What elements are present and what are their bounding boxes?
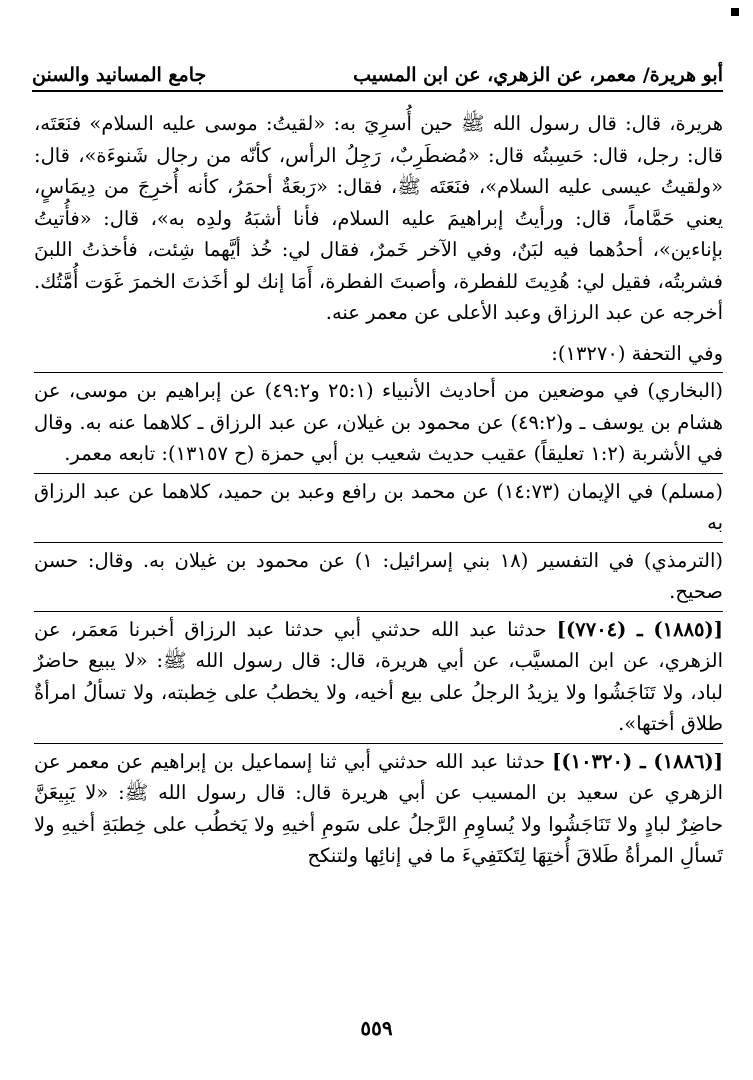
spacer [34,329,723,338]
hadith-1886-text: حدثنا عبد الله حدثني أبي ثنا إسماعيل بن إبراهيم عن معمر عن الزهري عن سعيد بن المسيب عن أبي هريرة قال: قال رسول الله ﷺ: «لا يَبِيعَنَّ حاضِرٌ لبادٍ ولا تَنَاجَشُوا ولا يُساوِمِ الرَّجلُ على سَومِ أخيهِ ولا يَخطُب على خِطبَةِ أخيهِ ولا تَسألِ المرأةُ طَلاقَ أُختِهَا لِتَكتَفِيءَ ما في إنائِها ولتنكح [34,749,723,867]
divider [34,542,723,543]
divider [34,611,723,612]
page-number: ٥٥٩ [360,1016,393,1040]
header-chapter: أبو هريرة/ معمر، عن الزهري، عن ابن المسيب [353,64,723,86]
running-header [32,52,723,92]
takhrij-tirmidhi: (الترمذي) في التفسير (١٨ بني إسرائيل: ١) عن محمود بن غيلان به. وقال: حسن صحيح. [34,548,723,603]
takhrij-bukhari: (البخاري) في موضعين من أحاديث الأنبياء (٢٥:١ و٤٩:٢) عن إبراهيم بن موسى، عن هشام بن يوسف ـ و(٤٩:٢) عن محمود بن غيلان، عن عبد الرزاق ـ كلاهما عنه به. وقال في الأشربة (١:٢ تعليقاً) عقيب حديث شعيب بن أبي حمزة (ح ١٣١٥٧): تابعه معمر. [34,379,724,465]
corner-mark [731,8,739,16]
divider [34,473,723,474]
page-body [34,108,723,872]
takhrij-muslim: (مسلم) في الإيمان (١٤:٧٣) عن محمد بن رافع وعبد بن حميد، كلاهما عن عبد الرزاق به [34,479,723,534]
divider [34,372,723,373]
hadith-1885 [34,614,723,740]
hadith-1886-number: [(١٨٨٦) ـ (١٠٣٢٠)] [552,749,723,773]
header-book-title: جامع المسانيد والسنن [32,64,207,86]
hadith-1886 [34,746,723,872]
tuhfa-reference: وفي التحفة (١٣٢٧٠): [551,341,723,365]
hadith-continuation: هريرة، قال: قال رسول الله ﷺ حين أُسرِيَ به: «لقيتُ: موسى عليه السلام» فنَعَتَه، قال: رجل، قال: حَسِبتُه قال: «مُضطَرِبٌ، رَجِلُ الرأس، كأنّه من رجال شَنوءَة»، قال: «ولقيتُ عيسى عليه السلام»، فنَعَتَه ﷺ، فقال: «رَبعَةٌ أحمَرُ، كأنه أُخرِجَ من دِيمَاسٍ، يعني حَمَّاماً، قال: ورأيتُ إبراهيمَ عليه السلام، فأنا أشبَهُ ولدِه به»، قال: «فأُتيتُ بإناءين»، أحدُهما فيه لبَنٌ، وفي الآخر خَمرٌ، فقال لي: خُذ أيَّهما شِئت، فأخذتُ اللبنَ فشربتُه، فقيل لي: هُدِيتَ للفطرة، وأصبتَ الفطرة، أَمَا إنك لو أخَذتَ الخمرَ غَوَت أُمَّتُك. أخرجه عن عبد الرزاق وعبد الأعلى عن معمر عنه. [34,112,723,324]
divider [34,743,723,744]
hadith-1885-number: [(١٨٨٥) ـ (٧٧٠٤)] [556,617,723,641]
hadith-1885-text: حدثنا عبد الله حدثني أبي حدثنا عبد الرزاق أخبرنا مَعمَر، عن الزهري، عن ابن المسيَّب، عن أبي هريرة، قال: قال رسول الله ﷺ: «لا يبيع حاضرٌ لباد، ولا تَنَاجَشُوا ولا يزيدُ الرجلُ على بيع أخيه، ولا يخطبُ على خِطبته، ولا تسألُ امرأةٌ طلاق أختها». [34,617,723,735]
